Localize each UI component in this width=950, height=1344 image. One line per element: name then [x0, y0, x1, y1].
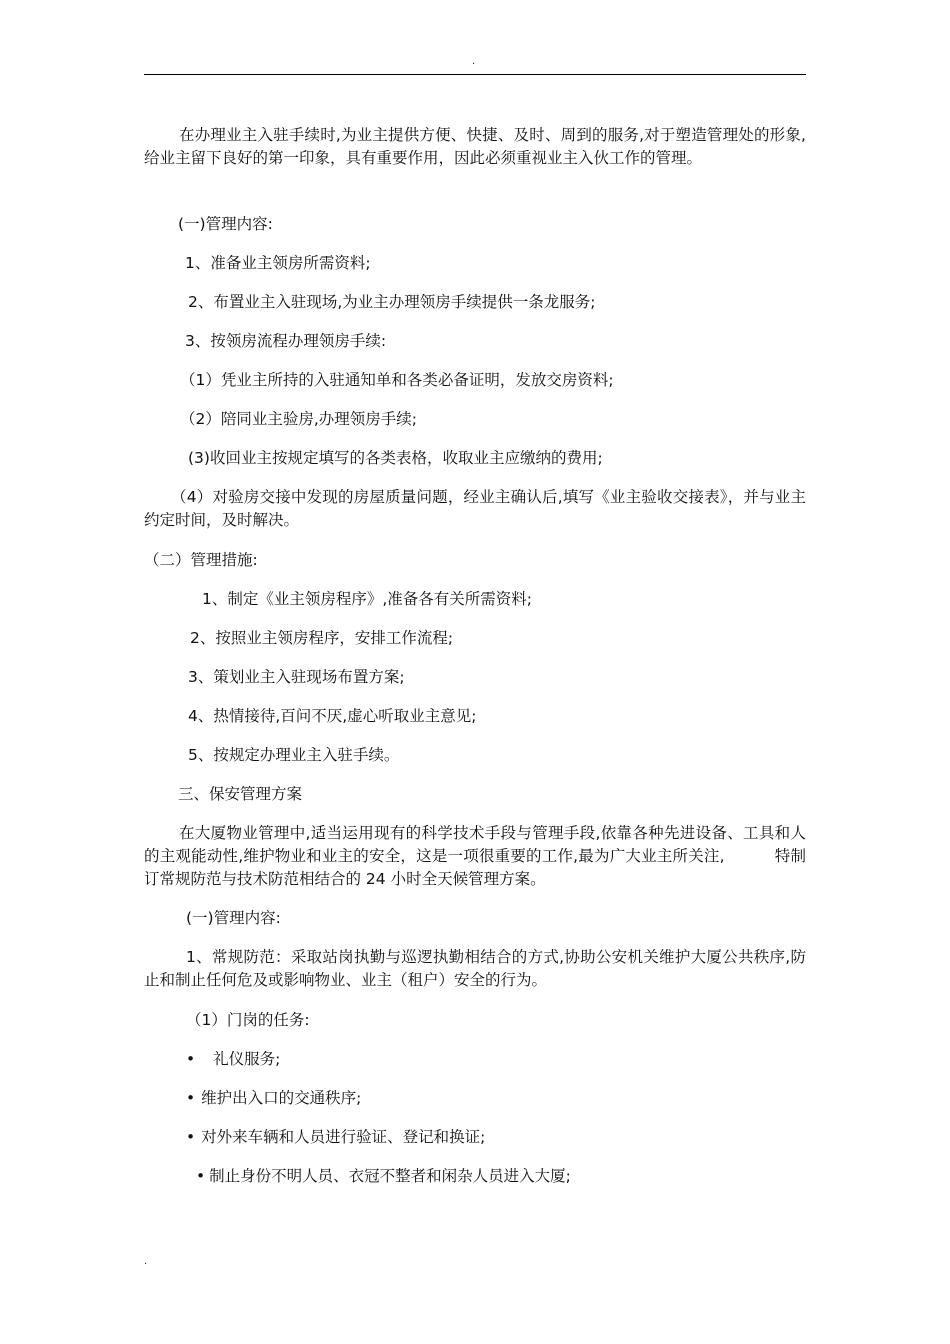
section2-item-3: 3、策划业主入驻现场布置方案;: [188, 668, 405, 686]
bullet-text: 制止身份不明人员、衣冠不整者和闲杂人员进入大厦;: [209, 1167, 571, 1185]
footer-mark: .: [144, 1256, 148, 1267]
bullet-item-3: [186, 1125, 485, 1149]
section2-item-1: 1、制定《业主领房程序》,准备各有关所需资料;: [202, 590, 533, 608]
section1-subitem-2: （2）陪同业主验房,办理领房手续;: [180, 410, 418, 428]
section3-sub-heading: (一)管理内容:: [186, 909, 281, 927]
routine-prevention-paragraph: 1、常规防范：采取站岗执勤与巡逻执勤相结合的方式,协助公安机关维护大厦公共秩序,防止和制止任何危及或影响物业、业主（租户）安全的行为。: [144, 948, 806, 989]
section1-subitem-1: （1）凭业主所持的入驻通知单和各类必备证明，发放交房资料;: [180, 371, 614, 389]
bullet-dot-icon: •: [196, 1167, 206, 1185]
section2-item-4: 4、热情接待,百问不厌,虚心听取业主意见;: [188, 707, 477, 725]
bullet-text: 对外来车辆和人员进行验证、登记和换证;: [201, 1128, 486, 1146]
bullet-text: 礼仪服务;: [213, 1050, 281, 1068]
bullet-item-1: [186, 1047, 280, 1071]
intro-paragraph: 在办理业主入驻手续时,为业主提供方便、快捷、及时、周到的服务,对于塑造管理处的形象,给业主留下良好的第一印象，具有重要作用，因此必须重视业主入伙工作的管理。: [144, 126, 806, 167]
bullet-dot-icon: •: [186, 1128, 196, 1146]
header-mark: .: [472, 56, 476, 67]
section1-item-3: 3、按领房流程办理领房手续:: [185, 332, 387, 350]
section3-intro-part1: 在大厦物业管理中,适当运用现有的科学技术手段与管理手段,依靠各种先进设备、工具和人的主观能动性,维护物业和业主的安全，这是一项很重要的工作,最为广大业主所关注,: [144, 824, 806, 865]
section1-item-1: 1、准备业主领房所需资料;: [185, 254, 371, 272]
gate-duty-heading: （1）门岗的任务:: [186, 1011, 310, 1029]
section2-heading: （二）管理措施:: [144, 551, 258, 569]
bullet-dot-icon: •: [186, 1050, 196, 1068]
section3-intro: [144, 822, 806, 891]
bullet-dot-icon: •: [186, 1089, 196, 1107]
section2-item-2: 2、按照业主领房程序，安排工作流程;: [190, 629, 454, 647]
section1-heading: (一)管理内容:: [178, 215, 273, 233]
bullet-text: 维护出入口的交通秩序;: [201, 1089, 362, 1107]
section1-item-2: 2、布置业主入驻现场,为业主办理领房手续提供一条龙服务;: [188, 293, 596, 311]
section3-intro-part2: 特制订常规防范与技术防范相结合的 24 小时全天候管理方案。: [144, 847, 806, 888]
section2-item-5: 5、按规定办理业主入驻手续。: [188, 746, 400, 764]
header-rule: [144, 74, 806, 75]
bullet-item-4: [196, 1164, 571, 1188]
section3-heading: 三、保安管理方案: [178, 785, 303, 803]
section1-subitem-3: (3)收回业主按规定填写的各类表格，收取业主应缴纳的费用;: [188, 449, 603, 467]
bullet-item-2: [186, 1086, 361, 1110]
section1-item-4: （4）对验房交接中发现的房屋质量问题，经业主确认后,填写《业主验收交接表》，并与业主约定时间，及时解决。: [144, 488, 806, 529]
